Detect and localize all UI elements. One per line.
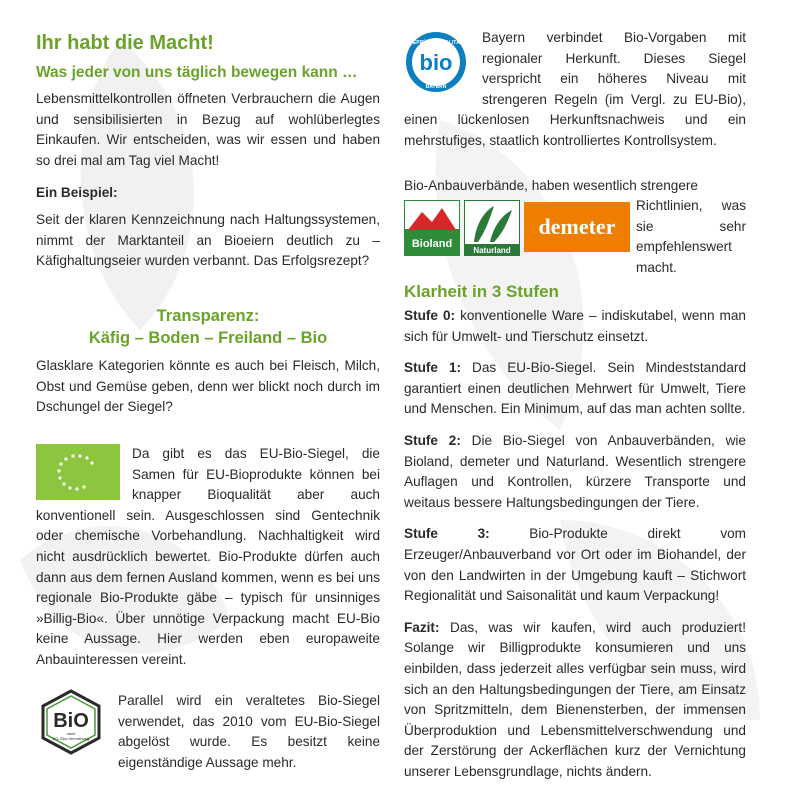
bayern-logo-main-text: bio [419,50,453,75]
intro-paragraph: Lebensmittelkontrollen öffneten Verbrauchern die Augen und sensibilisierten in Bezug auf wohlüberlegtes Einkaufen. Wir entscheiden, was wir essen und haben so drei mal am Tag viel Macht! [36,91,380,168]
glasklar-paragraph: Glasklare Kategorien könnte es auch bei Fleisch, Milch, Obst und Gemüse geben, denn wer blickt noch durch im Dschungel der Siegel? [36,358,380,415]
demeter-logo-text: demeter [538,214,616,239]
bioland-logo-text: Bioland [411,238,453,250]
hexagon-bio-siegel-logo-icon [38,689,104,755]
verbaende-first-line: Bio-Anbauverbände, haben wesentlich strengere [404,178,698,193]
eu-bio-paragraph: Da gibt es das EU-Bio-Siegel, die Samen für EU-Bioprodukte können bei knapper Bioqualität aber auch konventionell sein. Ausgeschlossen sind Gentechnik oder chemische Vorbehandlung. Nachhaltigkeit wird nicht ausdrücklich bewertet. Bio-Produkte dürfen auch dann aus dem fernen Ausland kommen, wenn es bei uns regionale Bio-Produkte gäbe – typisch für unsinniges »Billig-Bio«. Über unnötige Verpackung macht EU-Bio keine Aussage. Hier werden eben europaweite Anbauinteressen vereint. [36,446,380,667]
naturland-logo-icon [464,200,520,256]
stufe-0-item: Stufe 0: konventionelle Ware – indiskutabel, wenn man sich für Umwelt- und Tierschutz einsetzt. [404,308,746,344]
verband-logos-row [404,200,632,258]
stufen-title: Klarheit in 3 Stufen [404,282,559,301]
parallel-paragraph: Parallel wird ein veraltetes Bio-Siegel verwendet, das 2010 vom EU-Bio-Siegel abgelöst wurde. Es besitzt keine eigenständige Aussage mehr. [118,693,380,770]
biosiegel-sub-text-1: nach [66,731,76,736]
stufe-3-item: Stufe 3: Bio-Produkte direkt vom Erzeuger/Anbauverband vor Ort oder im Biohandel, der von den Landwirten in der Umgebung kauft – Stichwort Regionalität und Saisonalität und kaum Verpackung! [404,526,746,604]
alt-biosiegel-block [36,691,380,773]
bayern-paragraph: Bayern verbindet Bio-Vorgaben mit regionaler Herkunft. Dieses Siegel verspricht ein höheres Niveau mit strengeren Regeln (im Vergl. zu EU-Bio), einen lückenlosen Herkunftsnachweis und ein mehrstufiges, staatlich kontrolliertes Kontrollsystem. [404,30,746,148]
bayern-logo-ring-text: GEPRÜFTE QUALITÄT [409,40,463,46]
bioland-logo-icon [404,200,460,256]
transparenz-heading-1: Transparenz: [156,307,260,325]
biosiegel-sub-text-2: EG-Öko-Verordnung [52,736,90,741]
bayern-bio-block [404,28,746,152]
eu-bio-leaf-logo-icon [36,444,120,500]
stufe-1-item: Stufe 1: Das EU-Bio-Siegel. Sein Mindeststandard garantiert einen deutlichen Mehrwert für Umwelt, Tiere und Menschen. Ein Minimum, auf das man achten sollte. [404,360,746,417]
stufen-list [404,306,746,782]
beispiel-paragraph: Seit der klaren Kennzeichnung nach Haltungssystemen, nimmt der Marktanteil an Bioeiern deutlich zu – Käfighaltungseier wurden verbannt. Das Erfolgsrezept? [36,212,380,269]
eu-bio-block [36,444,380,671]
naturland-logo-text: Naturland [473,246,511,255]
transparenz-heading-2: Käfig – Boden – Freiland – Bio [88,329,328,347]
stufe-2-item: Stufe 2: Die Bio-Siegel von Anbauverbänden, wie Bioland, demeter und Naturland. Wesentlich strengere Auflagen und Kontrollen, kürzere Transporte und weitaus bessere Haltungsbedingungen der Tiere. [404,432,746,510]
verbaende-rest-text: Richtlinien, was sie sehr empfehlenswert macht. [636,198,746,275]
page-subtitle: Was jeder von uns täglich bewegen kann … [36,64,358,81]
bayern-bio-siegel-logo-icon [404,30,468,94]
beispiel-heading: Ein Beispiel: [36,185,118,200]
demeter-logo-icon [524,202,630,252]
page-title: Ihr habt die Macht! [36,32,214,54]
biosiegel-main-text: BiO [53,710,89,732]
bayern-logo-bottom-text: BAYERN [425,84,447,90]
fazit-paragraph: Fazit: Das, was wir kaufen, wird auch produziert! Solange wir Billigprodukte konsumieren und uns einbilden, dass jederzeit alles verfügbar sein muss, wird sich an den Haltungsbedingungen der Tiere, am Einsatz von Spritzmitteln, dem Bienensterben, der immensen Überproduktion und Lebensmittelverschwendung und der Zerstörung der Ackerflächen kurz der Vernichtung unserer Lebensgrundlage, nichts ändern. [404,619,746,779]
